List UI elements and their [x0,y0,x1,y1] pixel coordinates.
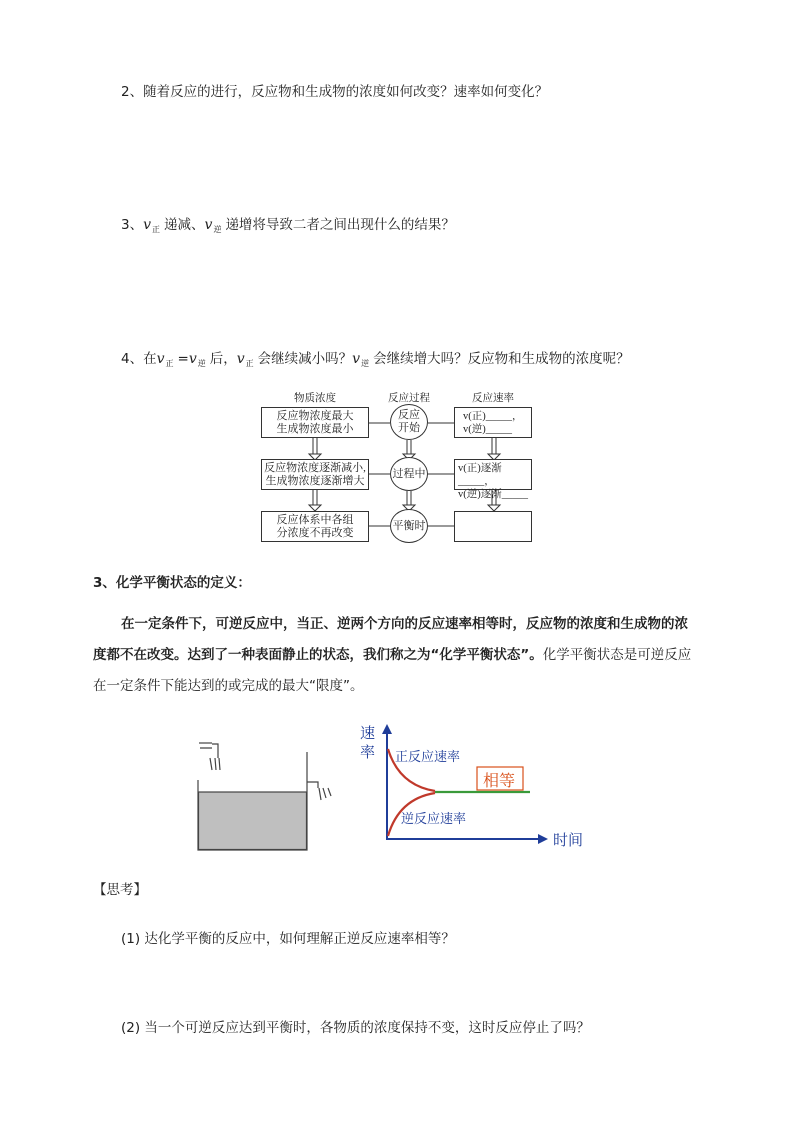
thinking-title: 【思考】 [93,882,147,898]
process-equilibrium-ellipse: 平衡时 [390,509,428,543]
rate-box-equilibrium-blank [454,511,532,542]
equals-sign: = [177,351,189,367]
x-axis-label: 时间 [553,831,584,849]
water-tank-illustration [190,740,335,852]
ellipse-line: 开始 [398,422,420,434]
v-symbol: v [236,351,245,367]
thinking-question-2: (2) 当一个可逆反应达到平衡时，各物质的浓度保持不变，这时反应停止了吗？ [121,1020,590,1036]
question-4 [121,347,630,369]
question-2: 2、随着反应的进行，反应物和生成物的浓度如何改变？速率如何变化？ [121,84,549,100]
rate-box-start [454,407,532,438]
rate-line: v(正)逐渐_____， [458,463,502,487]
box-line: 生成物浓度最小 [276,423,354,435]
rate-box-progress [454,459,532,500]
header-concentration: 物质浓度 [294,393,336,404]
header-process: 反应过程 [388,393,430,404]
process-middle-ellipse: 过程中 [390,457,428,491]
rate-line: v(逆)逐渐_____ [458,489,528,500]
box-line: 反应物浓度逐渐减小, [264,462,366,474]
box-line: 分浓度不再改变 [276,527,354,539]
definition-bold: 在一定条件下，可逆反应中，当正、逆两个方向的反应速率相等时，反应物的浓度和生成物的浓度都不在改变。达到了一种表面静止的状态，我们称之为“化学平衡状态”。 [93,616,688,663]
q4-mid1: 后， [209,351,237,367]
v-symbol: v [204,217,213,233]
q3-mid: 递减、 [164,217,205,233]
section-3-title: 3、化学平衡状态的定义： [93,575,251,591]
equilibrium-flowchart [258,387,536,547]
v-symbol: v [156,351,165,367]
ellipse-line: 反应 [398,409,420,421]
q4-tail: 会继续增大吗？反应物和生成物的浓度呢？ [373,351,630,367]
rate-line: v(正)_____， [463,411,523,422]
y-label-char: 率 [360,743,376,761]
concentration-box-equilibrium [261,511,369,542]
forward-rate-label: 正反应速率 [395,750,461,765]
q4-prefix: 4、在 [121,351,157,367]
forward-subscript: 正 [165,359,174,368]
v-symbol: v [143,217,152,233]
definition-paragraph [93,609,701,702]
thinking-question-1: (1) 达化学平衡的反应中，如何理解正逆反应速率相等？ [121,931,455,947]
box-line: 反应体系中各组 [276,514,354,526]
v-symbol: v [188,351,197,367]
forward-subscript: 正 [245,359,254,368]
rate-line: v(逆)_____ [463,424,512,435]
reverse-subscript: 逆 [213,225,222,234]
q3-tail: 递增将导致二者之间出现什么的结果？ [225,217,455,233]
reverse-subscript: 逆 [361,359,370,368]
definition-normal: 化学平衡状态是可逆反应在一定条件下能达到的或完成的最大“限度”。 [93,647,692,694]
reverse-rate-label: 逆反应速率 [401,812,467,827]
forward-subscript: 正 [152,225,161,234]
y-label-char: 速 [360,724,376,742]
process-start-ellipse [390,404,428,440]
y-axis-label [360,724,375,762]
v-symbol: v [352,351,361,367]
box-line: 反应物浓度最大 [276,410,354,422]
reverse-subscript: 逆 [197,359,206,368]
rate-time-graph [355,722,595,852]
equal-label: 相等 [483,771,516,790]
box-line: 生成物浓度逐渐增大 [265,475,365,487]
q3-prefix: 3、 [121,217,144,233]
q4-mid2: 会继续减小吗？ [257,351,353,367]
header-rate: 反应速率 [472,393,514,404]
concentration-box-start [261,407,369,438]
question-3 [121,213,455,235]
concentration-box-progress [261,459,369,490]
